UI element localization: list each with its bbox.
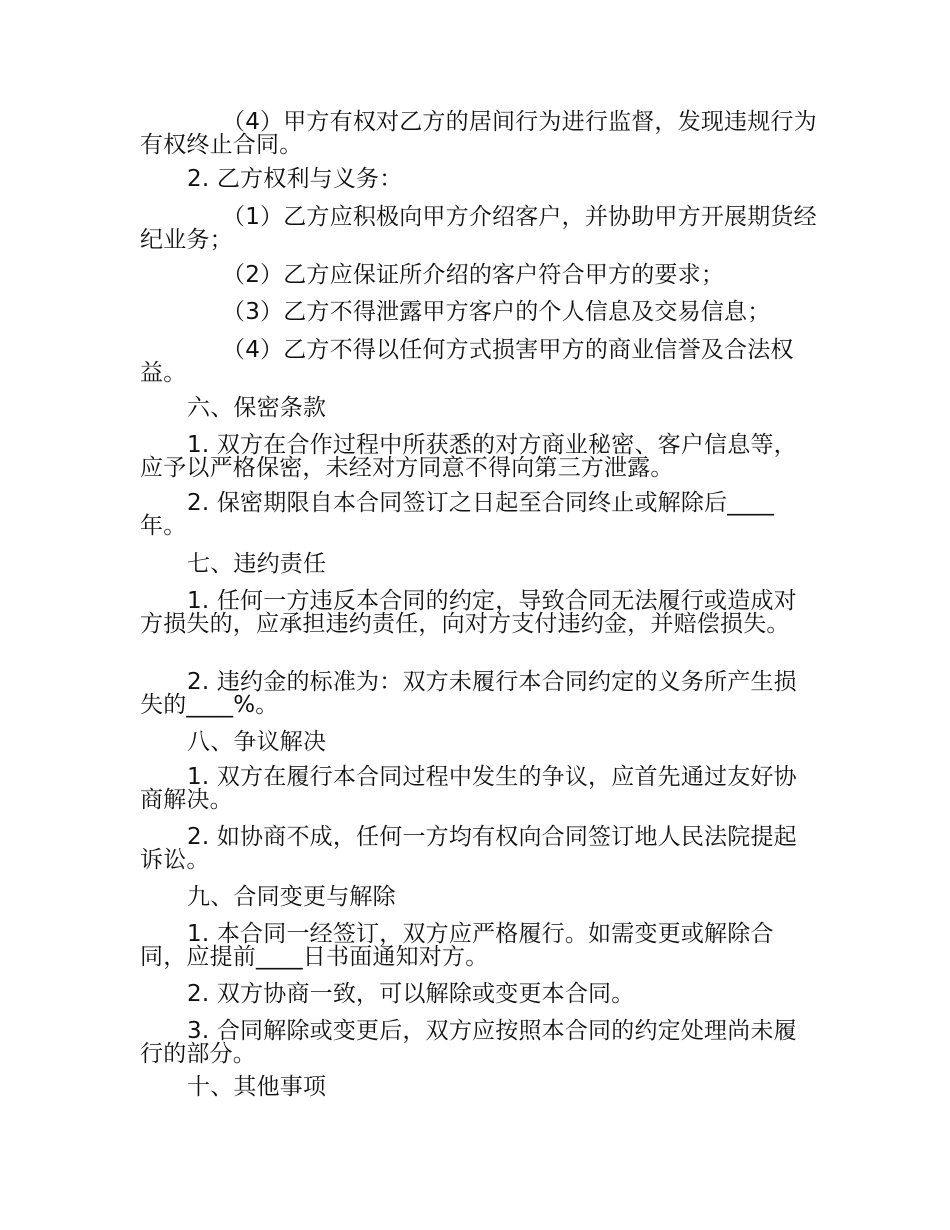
clause-penalty-standard: 2. 违约金的标准为：双方未履行本合同约定的义务所产生损失的____%。	[140, 669, 797, 718]
heading-other-matters: 十、其他事项	[187, 1074, 327, 1100]
clause-party-a-supervision: （4）甲方有权对乙方的居间行为进行监督，发现违规行为有权终止合同。	[140, 109, 817, 158]
clause-party-b-client-requirements: （2）乙方应保证所介绍的客户符合甲方的要求；	[222, 262, 725, 288]
clause-breach-liability: 1. 任何一方违反本合同的约定，导致合同无法履行或造成对方损失的，应承担违约责任，向对方支付违约金，并赔偿损失。	[140, 588, 797, 637]
clause-confidential-info: 1. 双方在合作过程中所获悉的对方商业秘密、客户信息等，应予以严格保密，未经对方同意不得向第三方泄露。	[140, 432, 797, 481]
heading-dispute-resolution: 八、争议解决	[187, 729, 327, 755]
clause-party-b-introduce-clients: （1）乙方应积极向甲方介绍客户，并协助甲方开展期货经纪业务；	[140, 204, 817, 253]
section-party-b-rights: 2. 乙方权利与义务：	[187, 166, 403, 192]
heading-breach-liability: 七、违约责任	[187, 551, 327, 577]
clause-dispute-litigation: 2. 如协商不成，任何一方均有权向合同签订地人民法院提起诉讼。	[140, 824, 797, 873]
clause-change-notice: 1. 本合同一经签订，双方应严格履行。如需变更或解除合同，应提前____日书面通知对方。	[140, 921, 774, 970]
clause-dispute-negotiation: 1. 双方在履行本合同过程中发生的争议，应首先通过友好协商解决。	[140, 764, 797, 813]
clause-party-b-confidentiality: （3）乙方不得泄露甲方客户的个人信息及交易信息；	[222, 299, 771, 325]
clause-mutual-termination: 2. 双方协商一致，可以解除或变更本合同。	[187, 981, 635, 1007]
heading-confidentiality: 六、保密条款	[187, 395, 327, 421]
clause-confidential-period: 2. 保密期限自本合同签订之日起至合同终止或解除后____年。	[140, 490, 775, 539]
clause-post-termination: 3. 合同解除或变更后，双方应按照本合同的约定处理尚未履行的部分。	[140, 1018, 797, 1067]
heading-contract-change: 九、合同变更与解除	[187, 884, 396, 910]
clause-party-b-no-harm: （4）乙方不得以任何方式损害甲方的商业信誉及合法权益。	[140, 337, 794, 386]
